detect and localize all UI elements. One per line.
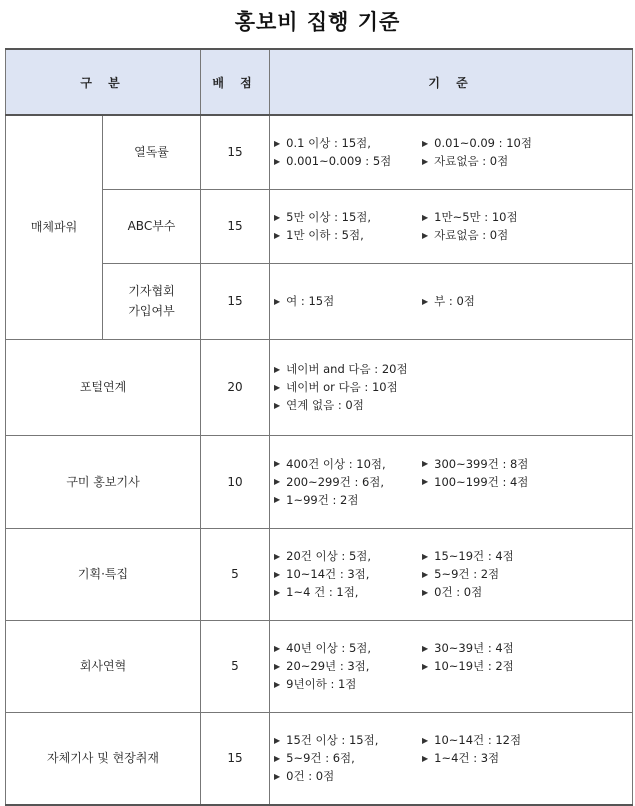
table-row (6, 115, 633, 189)
score-cell: 5 (201, 620, 270, 712)
score-cell: 5 (201, 528, 270, 620)
criteria-line: ▶ 200~299건 : 6점, ▶ 100~199건 : 4점 (274, 474, 529, 489)
triangle-bullet-icon: ▶ (274, 661, 281, 671)
criteria-line: ▶ 0.001~0.009 : 5점 ▶ 자료없음 : 0점 (274, 154, 509, 169)
triangle-bullet-icon: ▶ (422, 753, 429, 763)
triangle-bullet-icon: ▶ (274, 477, 281, 486)
triangle-bullet-icon: ▶ (274, 771, 281, 781)
triangle-bullet-icon: ▶ (422, 477, 429, 486)
triangle-bullet-icon: ▶ (274, 156, 281, 166)
criteria-line: ▶ 5만 이상 : 15점, ▶ 1만~5만 : 10점 (274, 210, 518, 224)
sub-category: 기자협회 가입여부 (103, 263, 201, 339)
criteria-cell (270, 115, 633, 189)
criteria-line: ▶ 0.1 이상 : 15점, ▶ 0.01~0.09 : 10점 (274, 136, 532, 151)
criteria-line: ▶ 20~29년 : 3점, ▶ 10~19년 : 2점 (274, 659, 514, 673)
triangle-bullet-icon: ▶ (274, 400, 281, 410)
triangle-bullet-icon: ▶ (274, 296, 281, 306)
triangle-bullet-icon: ▶ (274, 138, 281, 148)
score-cell: 15 (201, 712, 270, 805)
triangle-bullet-icon: ▶ (422, 587, 429, 597)
triangle-bullet-icon: ▶ (274, 735, 281, 745)
criteria-cell (270, 528, 633, 620)
criteria-line: ▶ 400건 이상 : 10점, ▶ 300~399건 : 8점 (274, 456, 529, 471)
triangle-bullet-icon: ▶ (274, 587, 281, 597)
criteria-cell (270, 189, 633, 263)
criteria-line: ▶ 40년 이상 : 5점, ▶ 30~39년 : 4점 (274, 641, 514, 655)
triangle-bullet-icon: ▶ (422, 569, 429, 579)
criteria-line: ▶ 10~14건 : 3점, ▶ 5~9건 : 2점 (274, 567, 500, 581)
criteria-cell (270, 339, 633, 435)
triangle-bullet-icon: ▶ (422, 156, 429, 166)
triangle-bullet-icon: ▶ (274, 569, 281, 579)
triangle-bullet-icon: ▶ (422, 212, 429, 222)
group-cell-media-power: 매체파워 (6, 115, 103, 339)
criteria-line: ▶ 연계 없음 : 0점 (274, 398, 364, 412)
criteria-line: ▶ 0건 : 0점 (274, 769, 335, 784)
header-category: 구 분 (6, 49, 201, 115)
criteria-line: ▶ 9년이하 : 1점 (274, 677, 357, 691)
table-row (6, 435, 633, 528)
category-cell: 기획·특집 (6, 528, 201, 620)
sub-category: ABC부수 (103, 189, 201, 263)
triangle-bullet-icon: ▶ (274, 364, 281, 374)
triangle-bullet-icon: ▶ (422, 551, 429, 561)
score-cell: 15 (201, 115, 270, 189)
criteria-line: ▶ 1만 이하 : 5점, ▶ 자료없음 : 0점 (274, 228, 509, 242)
triangle-bullet-icon: ▶ (274, 382, 281, 392)
criteria-line: ▶ 15건 이상 : 15점, ▶ 10~14건 : 12점 (274, 733, 522, 748)
triangle-bullet-icon: ▶ (274, 459, 281, 468)
sub-category: 열독률 (103, 115, 201, 189)
header-score: 배 점 (201, 49, 270, 115)
triangle-bullet-icon: ▶ (422, 735, 429, 745)
triangle-bullet-icon: ▶ (422, 459, 429, 468)
category-cell: 회사연혁 (6, 620, 201, 712)
triangle-bullet-icon: ▶ (274, 212, 281, 222)
score-cell: 15 (201, 263, 270, 339)
criteria-cell (270, 620, 633, 712)
table-row (6, 528, 633, 620)
triangle-bullet-icon: ▶ (422, 230, 429, 240)
triangle-bullet-icon: ▶ (274, 495, 281, 504)
criteria-line: ▶ 네이버 or 다음 : 10점 (274, 380, 398, 394)
triangle-bullet-icon: ▶ (422, 138, 429, 148)
triangle-bullet-icon: ▶ (274, 753, 281, 763)
category-cell: 포털연계 (6, 339, 201, 435)
score-cell: 10 (201, 435, 270, 528)
triangle-bullet-icon: ▶ (422, 643, 429, 653)
page-title: 홍보비 집행 기준 (234, 10, 401, 34)
criteria-line: ▶ 1~99건 : 2점 (274, 492, 359, 507)
table-row (6, 712, 633, 805)
triangle-bullet-icon: ▶ (274, 230, 281, 240)
criteria-line: ▶ 네이버 and 다음 : 20점 (274, 362, 408, 376)
criteria-line: ▶ 20건 이상 : 5점, ▶ 15~19건 : 4점 (274, 549, 514, 563)
table-row (6, 620, 633, 712)
category-cell: 자체기사 및 현장취재 (6, 712, 201, 805)
triangle-bullet-icon: ▶ (274, 643, 281, 653)
criteria-cell (270, 263, 633, 339)
header-row (6, 49, 633, 115)
criteria-line: ▶ 5~9건 : 6점, ▶ 1~4건 : 3점 (274, 751, 500, 766)
criteria-table (5, 48, 633, 806)
triangle-bullet-icon: ▶ (422, 661, 429, 671)
triangle-bullet-icon: ▶ (274, 551, 281, 561)
table-row (6, 339, 633, 435)
criteria-cell (270, 712, 633, 805)
criteria-line: ▶ 1~4 건 : 1점, ▶ 0건 : 0점 (274, 585, 483, 599)
criteria-cell (270, 435, 633, 528)
score-cell: 15 (201, 189, 270, 263)
triangle-bullet-icon: ▶ (422, 296, 429, 306)
header-criteria: 기 준 (270, 49, 633, 115)
triangle-bullet-icon: ▶ (274, 679, 281, 689)
score-cell: 20 (201, 339, 270, 435)
category-cell: 구미 홍보기사 (6, 435, 201, 528)
criteria-line: ▶ 여 : 15점 ▶ 부 : 0점 (274, 294, 475, 308)
